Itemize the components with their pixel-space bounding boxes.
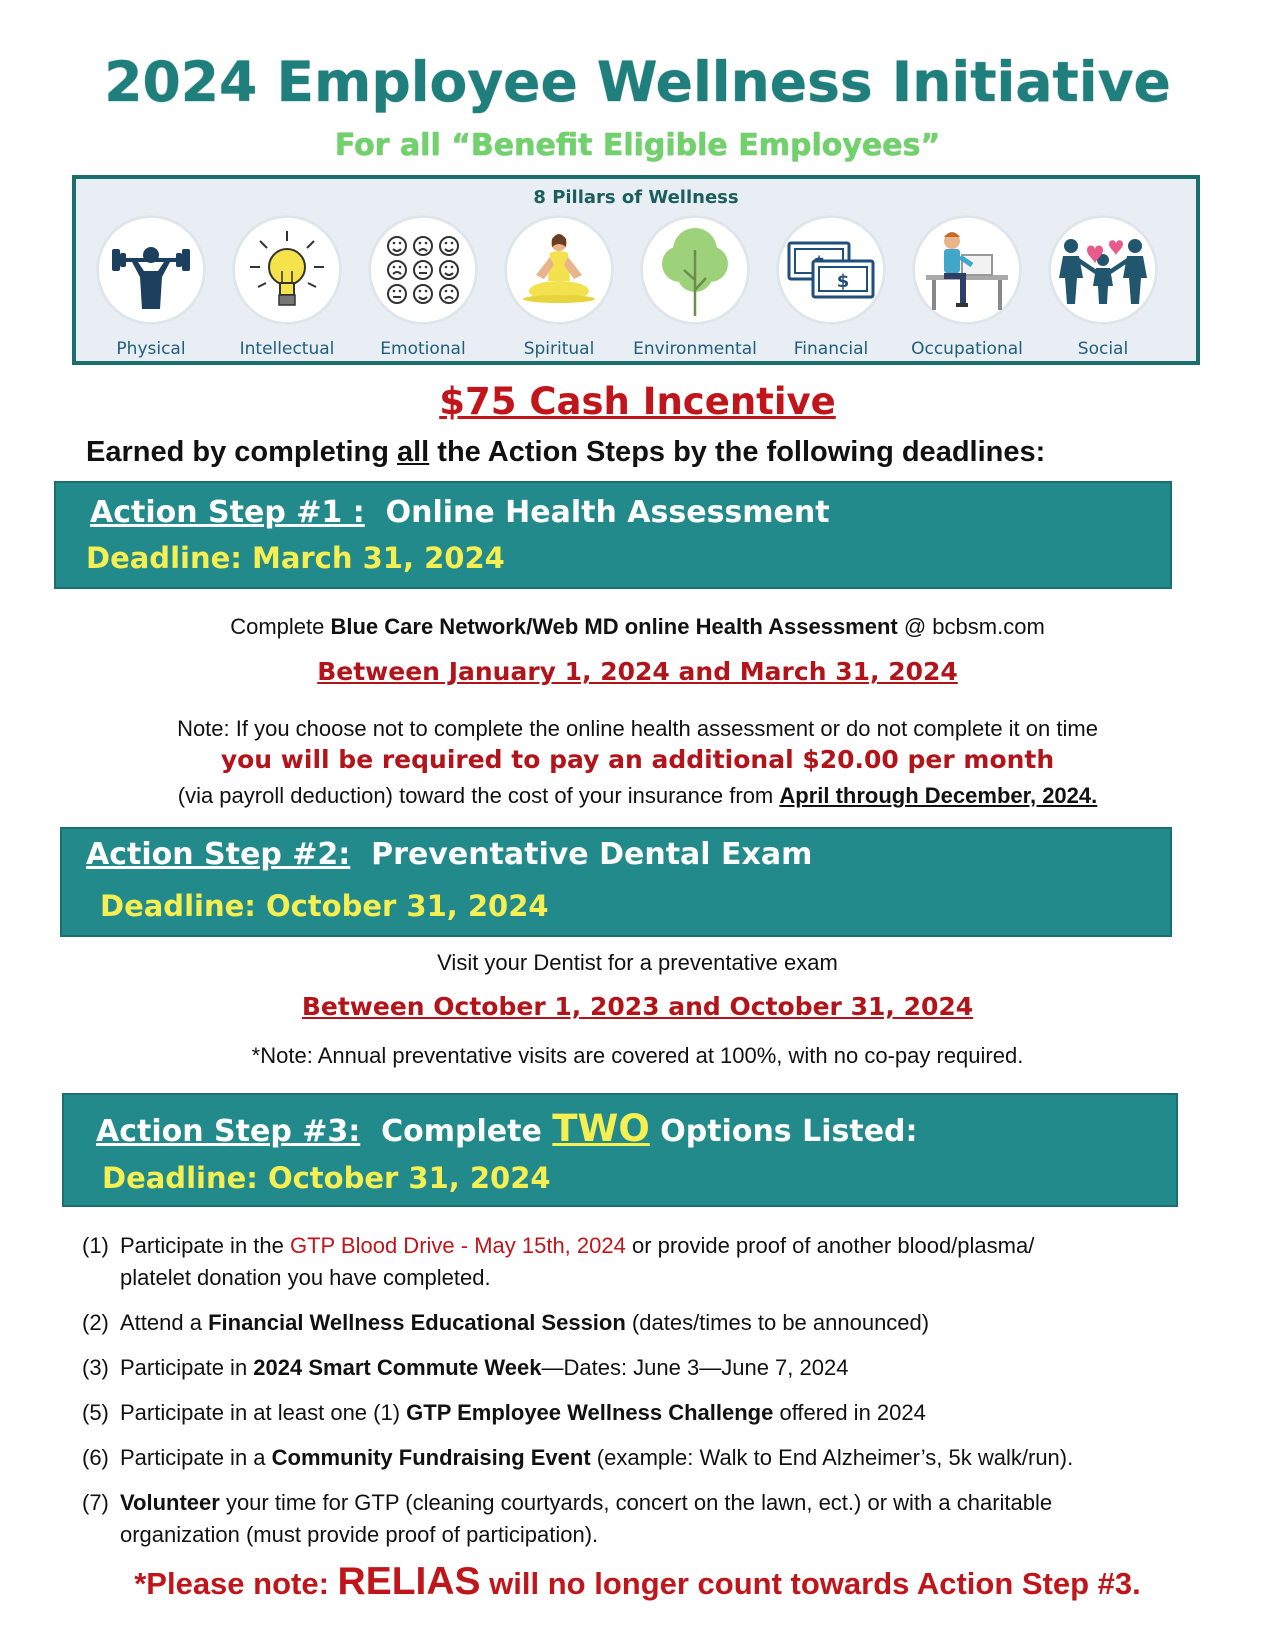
lightbulb-icon	[232, 215, 342, 325]
pillar-label: Spiritual	[523, 339, 595, 359]
step-2-note: *Note: Annual preventative visits are covered at 100%, with no co-pay required.	[251, 1043, 1024, 1068]
pillar-physical	[86, 215, 216, 365]
step-1-window: Between January 1, 2024 and March 31, 2024	[317, 657, 958, 686]
step-2-instruction: Visit your Dentist for a preventative exam	[437, 950, 838, 975]
pillars-panel	[72, 175, 1200, 365]
incentive-description: Earned by completing all the Action Steps by the following deadlines:	[86, 436, 1046, 468]
pillar-intellectual	[222, 215, 352, 365]
step-3-deadline: Deadline: October 31, 2024	[102, 1161, 551, 1195]
money-icon	[776, 215, 886, 325]
desk-worker-icon	[912, 215, 1022, 325]
pillar-label: Financial	[793, 339, 869, 359]
step-1-penalty: you will be required to pay an additional $20.00 per month	[220, 745, 1055, 774]
pillars-title: 8 Pillars of Wellness	[533, 187, 739, 208]
action-step-3-banner	[62, 1093, 1178, 1207]
pillar-label: Physical	[116, 339, 186, 359]
step-2-window: Between October 1, 2023 and October 31, 2024	[301, 992, 974, 1021]
pillar-label: Emotional	[380, 339, 466, 359]
step-1-deadline: Deadline: March 31, 2024	[86, 541, 505, 575]
weightlifter-icon	[96, 215, 206, 325]
emoji-faces-icon	[368, 215, 478, 325]
pillar-occupational	[902, 215, 1032, 365]
pillar-environmental	[630, 215, 760, 365]
step-3-title: Action Step #3: Complete TWO Options Listed:	[96, 1107, 918, 1150]
step-1-payroll-note: (via payroll deduction) toward the cost of your insurance from April through December, 2024.	[177, 783, 1098, 808]
tree-icon	[640, 215, 750, 325]
pillar-label: Environmental	[633, 339, 757, 359]
step-1-instruction: Complete Blue Care Network/Web MD online Health Assessment @ bcbsm.com	[230, 614, 1045, 639]
pillar-label: Occupational	[911, 339, 1023, 359]
pillar-label: Social	[1077, 339, 1129, 359]
page-title: 2024 Employee Wellness Initiative	[104, 50, 1171, 114]
page-subtitle: For all “Benefit Eligible Employees”	[334, 128, 941, 163]
people-hearts-icon	[1048, 215, 1158, 325]
incentive-title: $75 Cash Incentive	[439, 380, 836, 423]
svg-text:$: $	[836, 271, 850, 292]
pillar-spiritual	[494, 215, 624, 365]
action-step-1-banner	[54, 481, 1172, 589]
meditation-icon	[504, 215, 614, 325]
pillar-social	[1038, 215, 1168, 365]
pillar-emotional	[358, 215, 488, 365]
pillar-financial	[766, 215, 896, 365]
step-2-title: Action Step #2: Preventative Dental Exam	[86, 837, 813, 872]
step-2-deadline: Deadline: October 31, 2024	[100, 889, 549, 923]
step-1-title: Action Step #1 : Online Health Assessment	[90, 495, 830, 530]
relias-note: *Please note: RELIAS will no longer count towards Action Step #3.	[134, 1560, 1141, 1603]
action-step-2-banner	[60, 827, 1172, 937]
step-1-note: Note: If you choose not to complete the online health assessment or do not complete it on time	[177, 716, 1098, 741]
pillar-label: Intellectual	[239, 339, 335, 359]
